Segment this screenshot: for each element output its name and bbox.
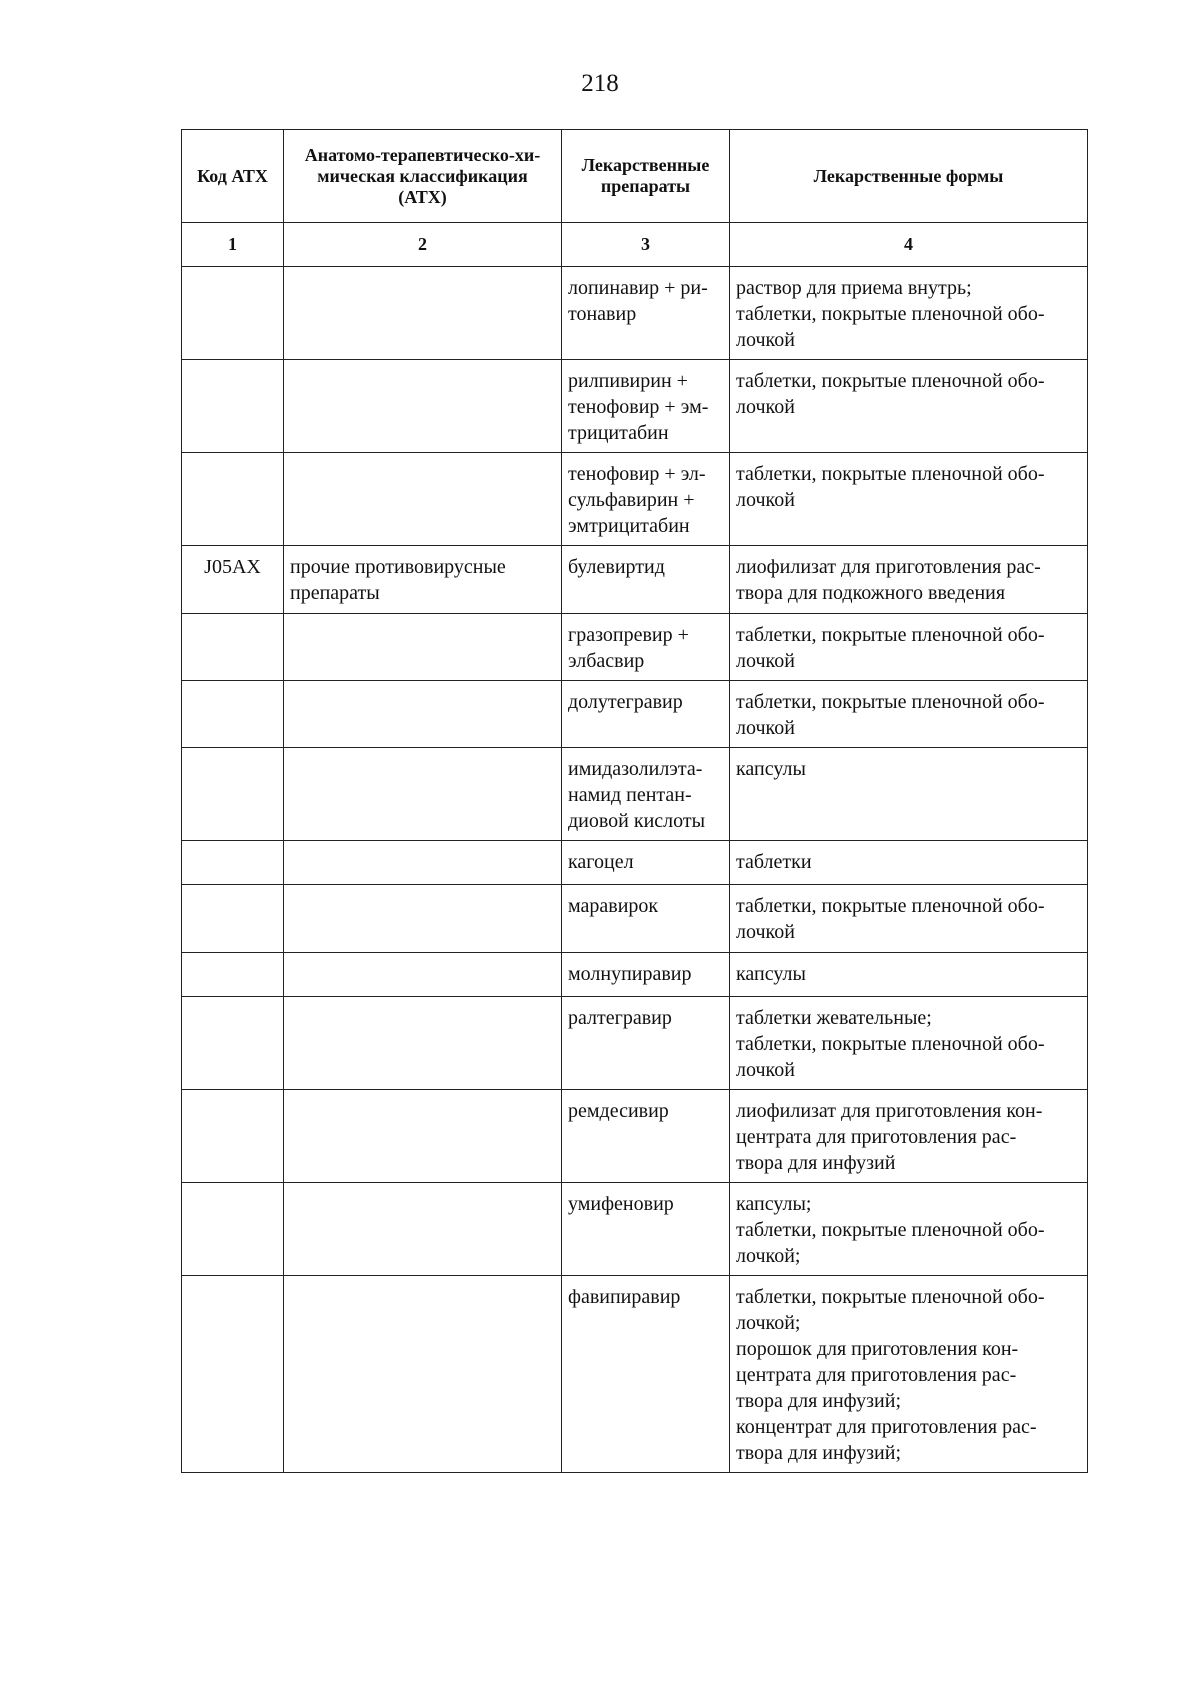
atc-classification-cell xyxy=(284,841,562,885)
drug-name-cell xyxy=(562,748,730,841)
cell-text-line: таблетки, покрытые пленочной обо- xyxy=(736,463,1045,485)
cell-text-line: таблетки, покрытые пленочной обо- xyxy=(736,691,1045,713)
cell-text-line: лочкой xyxy=(736,1059,795,1081)
cell-text-line: прочие противовирусные xyxy=(290,556,506,578)
dosage-forms-cell xyxy=(730,997,1088,1090)
atc-classification-cell xyxy=(284,267,562,360)
drug-name-cell xyxy=(562,997,730,1090)
cell-text-line: лочкой xyxy=(736,329,795,351)
drug-name-cell xyxy=(562,546,730,614)
table-row xyxy=(182,267,1088,360)
cell-text-line: умифеновир xyxy=(568,1193,674,1215)
cell-text-line: концентрат для приготовления рас- xyxy=(736,1416,1037,1438)
table-body xyxy=(182,267,1088,1473)
atc-classification-cell xyxy=(284,546,562,614)
column-number: 3 xyxy=(562,223,730,267)
table-row xyxy=(182,681,1088,748)
dosage-forms-cell xyxy=(730,1183,1088,1276)
cell-text-line: таблетки жевательные; xyxy=(736,1007,932,1029)
atc-classification-cell xyxy=(284,681,562,748)
drug-name-cell xyxy=(562,614,730,681)
dosage-forms-cell xyxy=(730,681,1088,748)
table-row xyxy=(182,841,1088,885)
drug-name-cell xyxy=(562,1090,730,1183)
dosage-forms-cell xyxy=(730,953,1088,997)
table-row xyxy=(182,453,1088,546)
cell-text-line: ралтегравир xyxy=(568,1007,672,1029)
drug-name-cell xyxy=(562,360,730,453)
cell-text-line: тонавир xyxy=(568,303,637,325)
column-number: 2 xyxy=(284,223,562,267)
page-number: 218 xyxy=(581,70,619,97)
table-row xyxy=(182,1090,1088,1183)
cell-text-line: капсулы; xyxy=(736,1193,812,1215)
atc-code-cell xyxy=(182,997,284,1090)
cell-text-line: лочкой; xyxy=(736,1312,801,1334)
cell-text-line: молнупиравир xyxy=(568,963,692,985)
cell-text-line: булевиртид xyxy=(568,556,665,578)
table-row xyxy=(182,546,1088,614)
cell-text-line: ремдесивир xyxy=(568,1100,669,1122)
atc-code-cell xyxy=(182,953,284,997)
cell-text-line: твора для инфузий; xyxy=(736,1442,902,1464)
dosage-forms-cell xyxy=(730,453,1088,546)
header-row xyxy=(182,130,1088,223)
cell-text-line: таблетки, покрытые пленочной обо- xyxy=(736,1033,1045,1055)
cell-text-line: сульфавирин + xyxy=(568,489,695,511)
atc-code-cell xyxy=(182,681,284,748)
cell-text-line: лопинавир + ри- xyxy=(568,277,708,299)
atc-classification-cell xyxy=(284,953,562,997)
dosage-forms-cell xyxy=(730,841,1088,885)
dosage-forms-cell xyxy=(730,1276,1088,1473)
atc-code-cell xyxy=(182,1276,284,1473)
table-row xyxy=(182,748,1088,841)
table-row xyxy=(182,885,1088,953)
cell-text-line: долутегравир xyxy=(568,691,683,713)
dosage-forms-cell xyxy=(730,885,1088,953)
dosage-forms-cell xyxy=(730,360,1088,453)
drug-name-cell xyxy=(562,953,730,997)
drug-name-cell xyxy=(562,453,730,546)
cell-text-line: таблетки xyxy=(736,851,812,873)
cell-text-line: таблетки, покрытые пленочной обо- xyxy=(736,1219,1045,1241)
cell-text-line: таблетки, покрытые пленочной обо- xyxy=(736,624,1045,646)
drug-name-cell xyxy=(562,267,730,360)
cell-text-line: лочкой xyxy=(736,717,795,739)
cell-text-line: кагоцел xyxy=(568,851,634,873)
cell-text-line: намид пентан- xyxy=(568,784,692,806)
cell-text-line: центрата для приготовления рас- xyxy=(736,1126,1017,1148)
atc-code-cell xyxy=(182,360,284,453)
atc-classification-cell xyxy=(284,997,562,1090)
atc-classification-cell xyxy=(284,1090,562,1183)
cell-text-line: элбасвир xyxy=(568,650,645,672)
cell-text-line: эмтрицитабин xyxy=(568,515,690,537)
cell-text-line: таблетки, покрытые пленочной обо- xyxy=(736,895,1045,917)
cell-text-line: лиофилизат для приготовления рас- xyxy=(736,556,1041,578)
drug-name-cell xyxy=(562,885,730,953)
atc-classification-cell xyxy=(284,885,562,953)
dosage-forms-cell xyxy=(730,546,1088,614)
cell-text-line: твора для инфузий xyxy=(736,1152,896,1174)
table-row xyxy=(182,1276,1088,1473)
atc-code-cell xyxy=(182,885,284,953)
table-row xyxy=(182,953,1088,997)
cell-text-line: препараты xyxy=(290,582,380,604)
cell-text-line: лочкой xyxy=(736,650,795,672)
column-number: 4 xyxy=(730,223,1088,267)
atc-classification-cell xyxy=(284,453,562,546)
cell-text-line: лочкой xyxy=(736,921,795,943)
cell-text-line: твора для подкожного введения xyxy=(736,582,1006,604)
cell-text-line: маравирок xyxy=(568,895,659,917)
drug-name-cell xyxy=(562,1183,730,1276)
atc-code-cell xyxy=(182,267,284,360)
cell-text-line: твора для инфузий; xyxy=(736,1390,902,1412)
cell-text-line: тенофовир + эл- xyxy=(568,463,706,485)
column-number: 1 xyxy=(182,223,284,267)
cell-text-line: капсулы xyxy=(736,758,806,780)
cell-text-line: таблетки, покрытые пленочной обо- xyxy=(736,1286,1045,1308)
cell-text-line: раствор для приема внутрь; xyxy=(736,277,972,299)
dosage-forms-cell xyxy=(730,614,1088,681)
atc-code-cell xyxy=(182,1183,284,1276)
table-row xyxy=(182,1183,1088,1276)
header-drugs: Лекарственные препараты xyxy=(562,130,730,223)
header-atc-code: Код АТХ xyxy=(182,130,284,223)
cell-text-line: лочкой xyxy=(736,489,795,511)
cell-text-line: тенофовир + эм- xyxy=(568,396,709,418)
table-row xyxy=(182,997,1088,1090)
cell-text-line: центрата для приготовления рас- xyxy=(736,1364,1017,1386)
header-atc-classification: Анатомо-терапевтическо-хи- мическая классификация (АТХ) xyxy=(284,130,562,223)
cell-text-line: диовой кислоты xyxy=(568,810,706,832)
header-dosage-forms: Лекарственные формы xyxy=(730,130,1088,223)
atc-code-cell xyxy=(182,841,284,885)
drug-name-cell xyxy=(562,841,730,885)
cell-text-line: капсулы xyxy=(736,963,806,985)
table-row xyxy=(182,360,1088,453)
cell-text-line: имидазолилэта- xyxy=(568,758,703,780)
atc-code-cell xyxy=(182,748,284,841)
cell-text-line: гразопревир + xyxy=(568,624,689,646)
cell-text-line: таблетки, покрытые пленочной обо- xyxy=(736,303,1045,325)
atc-classification-cell xyxy=(284,360,562,453)
dosage-forms-cell xyxy=(730,1090,1088,1183)
table-row xyxy=(182,614,1088,681)
cell-text-line: порошок для приготовления кон- xyxy=(736,1338,1019,1360)
drug-name-cell xyxy=(562,681,730,748)
drug-table xyxy=(181,129,1088,1473)
dosage-forms-cell xyxy=(730,748,1088,841)
atc-code-cell xyxy=(182,614,284,681)
atc-code-cell xyxy=(182,453,284,546)
dosage-forms-cell xyxy=(730,267,1088,360)
cell-text-line: таблетки, покрытые пленочной обо- xyxy=(736,370,1045,392)
atc-classification-cell xyxy=(284,748,562,841)
cell-text-line: трицитабин xyxy=(568,422,669,444)
cell-text-line: лочкой; xyxy=(736,1245,801,1267)
cell-text-line: фавипиравир xyxy=(568,1286,681,1308)
atc-code-cell: J05AX xyxy=(182,546,284,614)
atc-classification-cell xyxy=(284,614,562,681)
drug-name-cell xyxy=(562,1276,730,1473)
atc-classification-cell xyxy=(284,1183,562,1276)
atc-code-cell xyxy=(182,1090,284,1183)
cell-text-line: рилпивирин + xyxy=(568,370,688,392)
cell-text-line: лочкой xyxy=(736,396,795,418)
cell-text-line: лиофилизат для приготовления кон- xyxy=(736,1100,1043,1122)
column-number-row xyxy=(182,223,1088,267)
atc-classification-cell xyxy=(284,1276,562,1473)
